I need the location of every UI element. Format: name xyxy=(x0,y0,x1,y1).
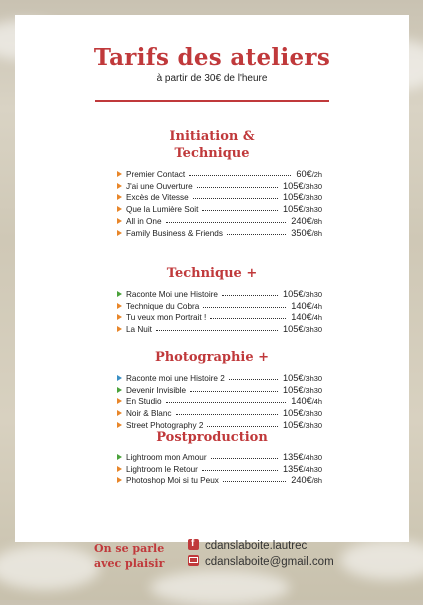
arrow-bullet-icon xyxy=(117,171,122,177)
workshop-name: Technique du Cobra xyxy=(126,301,200,311)
workshop-price: 60€/2h xyxy=(296,169,322,179)
workshop-name: Family Business & Friends xyxy=(126,228,223,238)
workshop-price: 240€/8h xyxy=(291,475,322,486)
price-row xyxy=(117,169,322,180)
dot-leader xyxy=(189,175,291,176)
workshop-name: All in One xyxy=(126,216,162,226)
arrow-bullet-icon xyxy=(117,398,122,404)
arrow-bullet-icon xyxy=(117,375,122,381)
price-row xyxy=(117,452,322,463)
dot-leader xyxy=(202,210,278,211)
footer-tagline: On se parle avec plaisir xyxy=(94,542,165,570)
workshop-price: 105€/3h30 xyxy=(283,419,322,430)
price-row xyxy=(117,408,322,419)
arrow-bullet-icon xyxy=(117,477,122,483)
dot-leader xyxy=(223,481,286,482)
workshop-name: Noir & Blanc xyxy=(126,409,172,419)
workshop-name: Photoshop Moi si tu Peux xyxy=(126,476,219,486)
section-title: Postproduction xyxy=(156,430,268,445)
dot-leader xyxy=(229,379,278,380)
dot-leader xyxy=(197,187,278,188)
price-row xyxy=(117,301,322,312)
arrow-bullet-icon xyxy=(117,206,122,212)
arrow-bullet-icon xyxy=(117,387,122,393)
price-row xyxy=(117,216,322,227)
arrow-bullet-icon xyxy=(117,410,122,416)
arrow-bullet-icon xyxy=(117,194,122,200)
workshop-name: Lightroom mon Amour xyxy=(126,453,207,462)
dot-leader xyxy=(202,470,278,471)
email-link[interactable] xyxy=(188,555,334,568)
workshop-name: Raconte moi une Histoire 2 xyxy=(126,374,225,383)
section-title: Photographie + xyxy=(154,350,270,365)
price-row xyxy=(117,228,322,239)
workshop-price: 240€/8h xyxy=(291,215,322,226)
workshop-name: Lightroom le Retour xyxy=(126,464,198,474)
workshop-price: 105€/3h30 xyxy=(283,324,322,335)
price-row xyxy=(117,181,322,192)
dot-leader xyxy=(222,295,278,296)
price-row xyxy=(117,192,322,203)
title-divider xyxy=(95,100,329,102)
workshop-price: 140€/4h xyxy=(291,300,322,311)
mail-icon xyxy=(188,555,199,566)
price-row xyxy=(117,289,322,300)
dot-leader xyxy=(176,414,278,415)
section-title: Initiation & Technique xyxy=(169,129,255,161)
workshop-price: 135€/4h30 xyxy=(283,463,322,474)
arrow-bullet-icon xyxy=(117,230,122,236)
workshop-name: J'ai une Ouverture xyxy=(126,181,193,191)
workshop-name: Street Photography 2 xyxy=(126,420,204,430)
workshop-name: Raconte Moi une Histoire xyxy=(126,290,218,299)
price-row xyxy=(117,385,322,396)
dot-leader xyxy=(211,458,278,459)
arrow-bullet-icon xyxy=(117,183,122,189)
workshop-name: En Studio xyxy=(126,397,162,407)
facebook-icon: f xyxy=(188,539,199,550)
arrow-bullet-icon xyxy=(117,454,122,460)
workshop-price: 105€/3h30 xyxy=(283,289,322,299)
dot-leader xyxy=(203,307,286,308)
dot-leader xyxy=(227,234,286,235)
workshop-name: Devenir Invisible xyxy=(126,385,187,395)
arrow-bullet-icon xyxy=(117,218,122,224)
dot-leader xyxy=(190,391,278,392)
workshop-price: 105€/3h30 xyxy=(283,384,322,395)
workshop-name: Premier Contact xyxy=(126,170,186,179)
price-row xyxy=(117,204,322,215)
arrow-bullet-icon xyxy=(117,326,122,332)
arrow-bullet-icon xyxy=(117,466,122,472)
price-row xyxy=(117,475,322,486)
workshop-price: 135€/4h30 xyxy=(283,452,322,462)
facebook-link[interactable] xyxy=(188,539,307,552)
arrow-bullet-icon xyxy=(117,314,122,320)
dot-leader xyxy=(166,402,286,403)
price-row xyxy=(117,312,322,323)
workshop-name: La Nuit xyxy=(126,325,152,335)
dot-leader xyxy=(210,318,286,319)
workshop-price: 140€/4h xyxy=(291,312,322,323)
email-address: cdanslaboite@gmail.com xyxy=(205,556,334,568)
workshop-price: 105€/3h30 xyxy=(283,180,322,191)
workshop-price: 350€/8h xyxy=(291,227,322,238)
section-title: Technique + xyxy=(166,266,258,281)
dot-leader xyxy=(207,426,278,427)
dot-leader xyxy=(156,330,278,331)
price-row xyxy=(117,396,322,407)
price-row xyxy=(117,373,322,384)
facebook-handle: cdanslaboite.lautrec xyxy=(205,540,308,552)
workshop-name: Que la Lumière Soit xyxy=(126,205,199,215)
arrow-bullet-icon xyxy=(117,291,122,297)
workshop-price: 105€/3h30 xyxy=(283,408,322,419)
workshop-price: 105€/3h30 xyxy=(283,373,322,383)
workshop-name: Tu veux mon Portrait ! xyxy=(126,313,207,323)
arrow-bullet-icon xyxy=(117,303,122,309)
price-row xyxy=(117,464,322,475)
price-row xyxy=(117,324,322,335)
page-subtitle: à partir de 30€ de l'heure xyxy=(156,73,268,84)
dot-leader xyxy=(193,198,278,199)
workshop-name: Excès de Vitesse xyxy=(126,193,189,203)
workshop-price: 105€/3h30 xyxy=(283,192,322,203)
workshop-price: 105€/3h30 xyxy=(283,204,322,215)
price-sheet xyxy=(15,15,409,542)
arrow-bullet-icon xyxy=(117,422,122,428)
page-title: Tarifs des ateliers xyxy=(93,44,331,71)
workshop-price: 140€/4h xyxy=(291,396,322,407)
dot-leader xyxy=(166,222,286,223)
